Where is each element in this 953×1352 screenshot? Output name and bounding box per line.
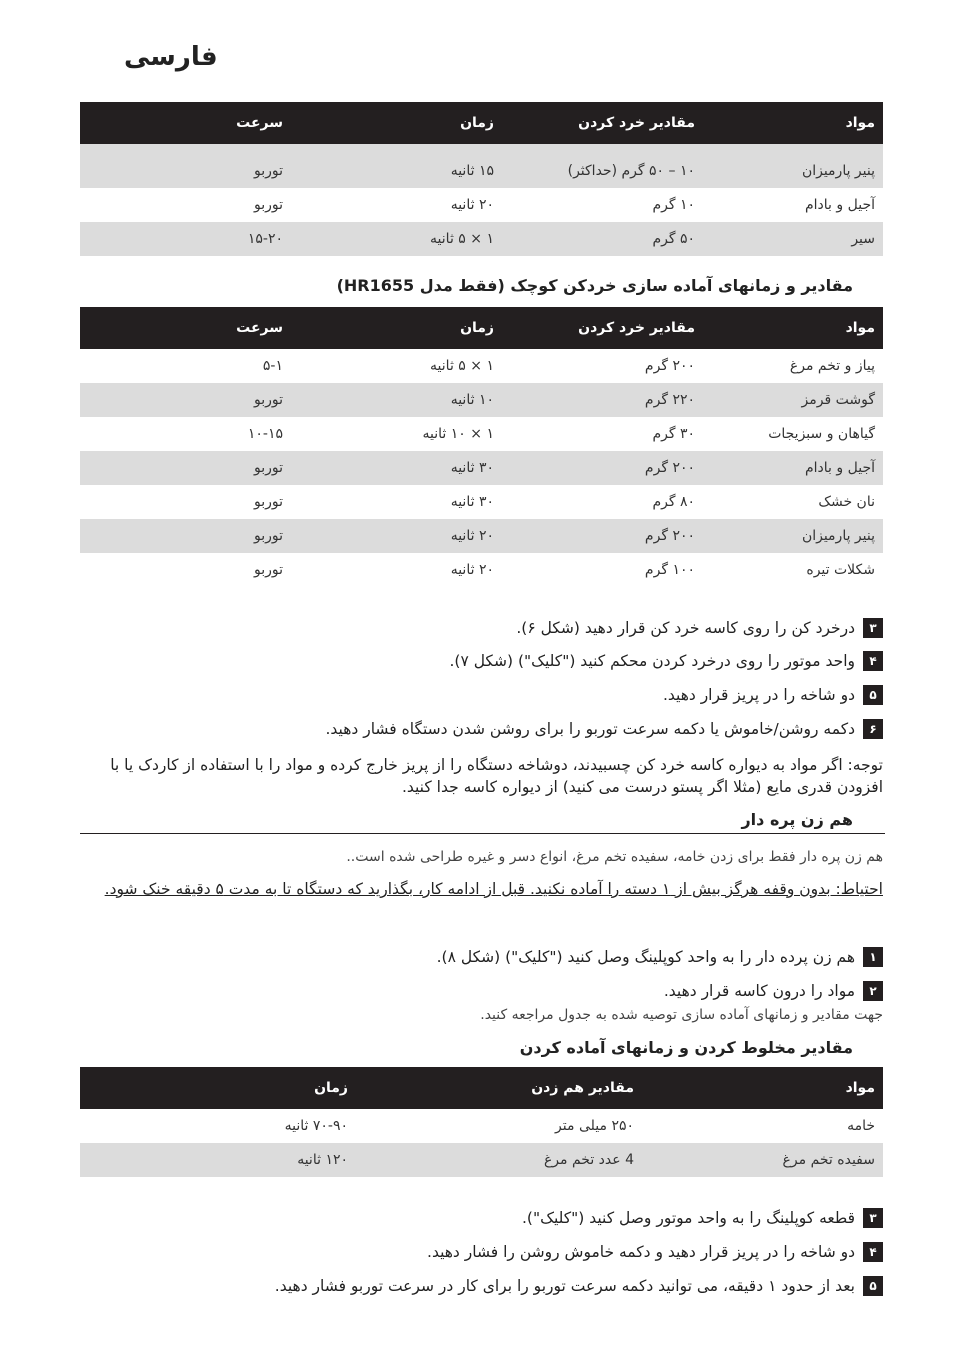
- step-number: ۵: [863, 685, 883, 705]
- step-item: [522, 1208, 883, 1228]
- step-number: ۵: [863, 1276, 883, 1296]
- note-text: توجه: اگر مواد به دیواره کاسه خرد کن چسبیدند، دوشاخه دستگاه را از پریز خارج کرده و مواد را با استفاده از کاردک یا با افزودن قدری مایع (مثلا اگر پستو درست می کنید) از دیواره کاسه جدا کنید.: [110, 756, 883, 796]
- table-reference-text: جهت مقادیر و زمانهای آماده سازی توصیه شده به جدول مراجعه کنید.: [480, 1007, 883, 1023]
- step-text: دکمه روشن/خاموش یا دکمه سرعت توربو را برای روشن شدن دستگاه فشار دهید.: [325, 720, 855, 738]
- header-speed: سرعت: [80, 307, 291, 349]
- step-text: مواد را درون کاسه قرار دهید.: [663, 982, 855, 1000]
- header-ingredient: مواد: [642, 1067, 883, 1109]
- mixing-table: [80, 1067, 883, 1177]
- header-ingredient: مواد: [703, 307, 883, 349]
- step-item: [663, 685, 883, 705]
- step-item: [427, 1242, 883, 1262]
- step-item: [516, 618, 883, 638]
- table-row: آجیل و بادام ۲۰۰ گرم ۳۰ ثانیه توربو: [80, 451, 883, 485]
- mixing-section-title: مقادیر مخلوط کردن و زمانهای آماده کردن: [519, 1038, 853, 1057]
- header-time: زمان: [291, 307, 502, 349]
- step-text: دو شاخه را در پریز قرار دهید.: [662, 686, 855, 704]
- step-number: ۱: [863, 947, 883, 967]
- header-quantity: مقادیر خرد کردن: [502, 307, 703, 349]
- whisk-section-title: هم زن پره دار: [741, 810, 853, 829]
- mini-chopper-section-title: مقادیر و زمانهای آماده سازی خردکن کوچک (فقط مدل HR1655): [336, 276, 853, 295]
- mini-chopper-table: [80, 307, 883, 587]
- step-number: ۶: [863, 719, 883, 739]
- step-item: [664, 981, 883, 1001]
- step-text: هم زن پرده دار را به واحد کوپلینگ وصل کنید ("کلیک") (شکل ۸).: [436, 948, 855, 966]
- header-quantity: مقادیر هم زدن: [356, 1067, 642, 1109]
- whisk-description: هم زن پره دار فقط برای زدن خامه، سفیده تخم مرغ، انواع دسر و غیره طراحی شده است..: [346, 849, 883, 865]
- step-text: واحد موتور را روی درخرد کردن محکم کنید ("کلیک") (شکل ۷).: [449, 652, 855, 670]
- table-header-row: [80, 102, 883, 144]
- step-text: درخرد کن را روی کاسه خرد کن قرار دهید (شکل ۶).: [516, 619, 855, 637]
- table-row: خامه ۲۵۰ میلی متر ۷۰-۹۰ ثانیه: [284, 1118, 875, 1134]
- header-time: زمان: [80, 1067, 356, 1109]
- step-item: [449, 651, 883, 671]
- table-row: گوشت قرمز ۲۲۰ گرم ۱۰ ثانیه توربو: [80, 383, 883, 417]
- step-text: بعد از حدود ۱ دقیقه، می توانید دکمه سرعت توربو را برای کار در سرعت توربو فشار دهید.: [274, 1277, 855, 1295]
- step-number: ۲: [863, 981, 883, 1001]
- step-number: ۳: [863, 618, 883, 638]
- chopping-table: [80, 102, 883, 256]
- table-row: گیاهان و سبزیجات ۳۰ گرم ۱ × ۱۰ ثانیه ۱۰-۱۵: [247, 426, 875, 442]
- table-row: آجیل و بادام ۱۰ گرم ۲۰ ثانیه توربو: [253, 197, 875, 213]
- header-time: زمان: [291, 102, 502, 144]
- table-row: سیر ۵۰ گرم ۱ × ۵ ثانیه ۱۵-۲۰: [80, 222, 883, 256]
- header-speed: سرعت: [80, 102, 291, 144]
- step-number: ۴: [863, 1242, 883, 1262]
- section-divider: [80, 833, 885, 834]
- header-ingredient: مواد: [703, 102, 883, 144]
- header-quantity: مقادیر خرد کردن: [502, 102, 703, 144]
- table-header-row: [80, 1067, 883, 1109]
- table-row: پنیر پارمیزان ۱۰ – ۵۰ گرم (حداکثر) ۱۵ ثانیه توربو: [80, 154, 883, 188]
- step-item: [325, 719, 883, 739]
- table-row: پنیر پارمیزان ۲۰۰ گرم ۲۰ ثانیه توربو: [80, 519, 883, 553]
- step-item: [437, 947, 883, 967]
- step-text: قطعه کوپلینگ را به واحد موتور وصل کنید ("کلیک").: [521, 1209, 855, 1227]
- table-header-row: [80, 307, 883, 349]
- step-text: دو شاخه را در پریز قرار دهید و دکمه خاموش روشن را فشار دهید.: [427, 1243, 855, 1261]
- step-number: ۳: [863, 1208, 883, 1228]
- table-row: نان خشک ۸۰ گرم ۳۰ ثانیه توربو: [253, 494, 875, 510]
- step-item: [275, 1276, 883, 1296]
- table-row: شکلات تیره ۱۰۰ گرم ۲۰ ثانیه توربو: [253, 562, 875, 578]
- language-title: فارسی: [124, 42, 218, 72]
- step-number: ۴: [863, 651, 883, 671]
- caution-text: احتیاط: بدون وقفه هرگز بیش از ۱ دسته را آماده نکنید. قبل از ادامه کار، بگذارید که دستگاه تا به مدت ۵ دقیقه خنک شود.: [104, 880, 883, 898]
- table-row: پیاز و تخم مرغ ۲۰۰ گرم ۱ × ۵ ثانیه ۵-۱: [262, 358, 875, 374]
- table-row: سفیده تخم مرغ 4 عدد تخم مرغ ۱۲۰ ثانیه: [80, 1143, 883, 1177]
